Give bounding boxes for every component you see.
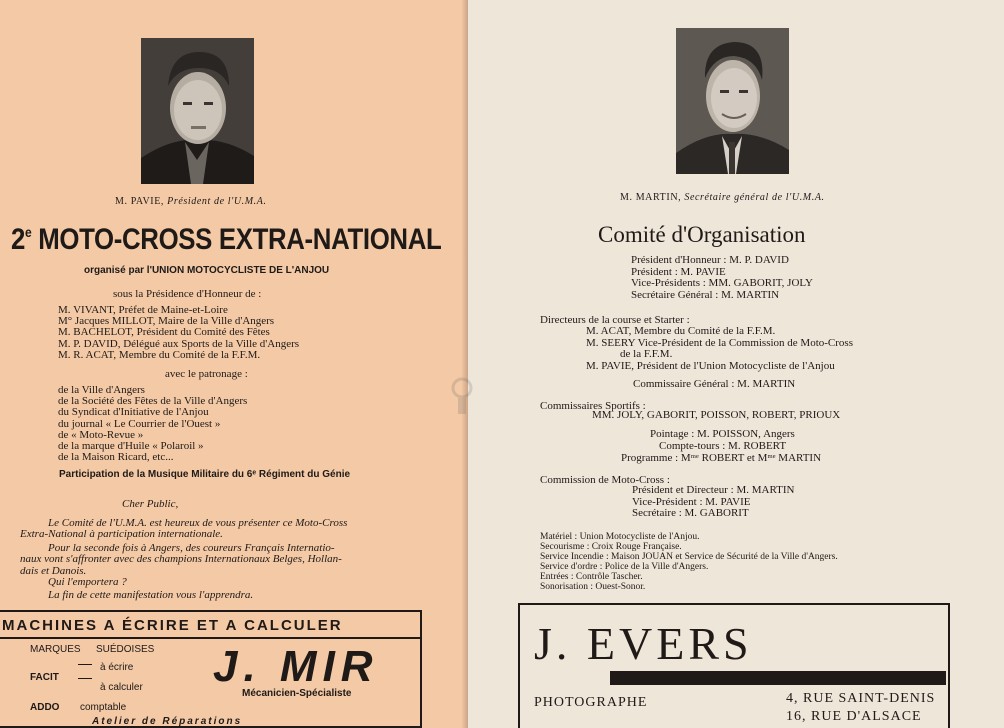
directeurs-intro: Directeurs de la course et Starter : — [540, 314, 690, 326]
portrait-pavie — [141, 38, 254, 184]
officers-list — [631, 255, 813, 301]
mir-specialty: Mécanicien-Spécialiste — [242, 688, 352, 699]
list-item: Secourisme : Croix Rouge Française. — [540, 542, 682, 552]
compte-tours-line: Compte-tours : M. ROBERT — [659, 440, 787, 452]
list-item: Sonorisation : Ouest-Sonor. — [540, 582, 646, 592]
event-organizer: organisé par l'UNION MOTOCYCLISTE DE L'ANJOU — [84, 265, 330, 276]
marques-label: MARQUES — [30, 644, 81, 655]
list-item: Secrétaire : M. GABORIT — [632, 507, 749, 520]
suedoises-label: SUÉDOISES — [96, 644, 155, 655]
list-item: Entrées : Contrôle Tascher. — [540, 572, 643, 582]
musique-line: Participation de la Musique Militaire du 6ᵉ Régiment du Génie — [59, 469, 351, 480]
comptable-label: comptable — [80, 702, 127, 713]
list-item: du journal « Le Courrier de l'Ouest » — [58, 417, 221, 430]
ad-mir — [0, 610, 422, 728]
programme-line: Programme : Mᵐᵉ ROBERT et Mᵐᵉ MARTIN — [621, 452, 822, 464]
event-title: 2e MOTO-CROSS EXTRA-NATIONAL — [11, 223, 442, 256]
list-item: M. P. DAVID, Délégué aux Sports de la Ville d'Angers — [58, 337, 300, 350]
honneur-list — [58, 305, 299, 361]
commission-intro: Commission de Moto-Cross : — [540, 474, 670, 486]
paragraph-1: Le Comité de l'U.M.A. est heureux de vous présenter ce Moto-Cross Extra-National à participation internationale. — [20, 517, 348, 541]
list-item: M. VIVANT, Préfet de Maine-et-Loire — [58, 304, 228, 316]
list-item: M. ACAT, Membre du Comité de la F.F.M. — [586, 325, 776, 337]
directeurs-list — [586, 326, 853, 372]
list-item: de la Ville d'Angers — [58, 384, 145, 396]
list-item: M. SEERY Vice-Président de la Commission de Moto-Cross — [586, 336, 853, 349]
list-item: Vice-Président : M. PAVIE — [632, 495, 751, 508]
portrait-martin — [676, 28, 789, 174]
a-calculer-label: à calculer — [100, 682, 143, 693]
evers-address-1: 4, RUE SAINT-DENIS — [786, 691, 936, 706]
patronage-intro: avec le patronage : — [165, 368, 248, 380]
patronage-list — [58, 385, 247, 463]
list-item: Service Incendie : Maison JOUAN et Service de Sécurité de la Ville d'Angers. — [540, 552, 838, 562]
mir-logo: J. MIR — [213, 642, 379, 691]
watermark-stamp — [448, 370, 500, 422]
list-item: de la F.F.M. — [620, 348, 673, 361]
commissaires-intro: Commissaires Sportifs : — [540, 400, 646, 412]
list-item: M. PAVIE, Président de l'Union Motocycliste de l'Anjou — [586, 359, 835, 372]
list-item: de la marque d'Huile « Polaroil » — [58, 440, 204, 453]
list-item: M. BACHELOT, Président du Comité des Fêtes — [58, 326, 270, 339]
list-item: Président : M. PAVIE — [631, 265, 726, 278]
services-list — [540, 532, 838, 592]
a-ecrire-label: à écrire — [100, 662, 134, 673]
list-item: Matériel : Union Motocycliste de l'Anjou. — [540, 532, 700, 542]
question-line: Qui l'emportera ? — [48, 576, 127, 588]
comite-title: Comité d'Organisation — [598, 222, 806, 247]
list-item: Secrétaire Général : M. MARTIN — [631, 288, 780, 301]
evers-profession: PHOTOGRAPHE — [534, 695, 648, 710]
list-item: Service d'ordre : Police de la Ville d'Angers. — [540, 562, 709, 572]
list-item: Président et Directeur : M. MARTIN — [632, 484, 795, 496]
martin-caption: M. MARTIN, Secrétaire général de l'U.M.A. — [620, 192, 825, 203]
evers-address-2: 16, RUE D'ALSACE — [786, 709, 922, 724]
closing-line: La fin de cette manifestation vous l'apprendra. — [48, 589, 254, 601]
ad-evers — [518, 603, 950, 728]
evers-logo: J. EVERS — [534, 618, 753, 669]
list-item: M° Jacques MILLOT, Maire de la Ville d'Angers — [58, 315, 275, 328]
list-item: de « Moto-Revue » — [58, 428, 144, 441]
commissaires-list: MM. JOLY, GABORIT, POISSON, ROBERT, PRIOUX — [592, 409, 841, 421]
list-item: Président d'Honneur : M. P. DAVID — [631, 254, 789, 266]
pavie-caption: M. PAVIE, Président de l'U.M.A. — [115, 196, 267, 207]
pointage-line: Pointage : M. POISSON, Angers — [650, 428, 795, 440]
list-item: M. R. ACAT, Membre du Comité de la F.F.M. — [58, 348, 261, 361]
commissaire-general: Commissaire Général : M. MARTIN — [633, 378, 796, 390]
list-item: du Syndicat d'Initiative de l'Anjou — [58, 406, 209, 419]
greeting: Cher Public, — [122, 498, 179, 510]
atelier-label: Atelier de Réparations — [92, 716, 243, 727]
facit-label: FACIT — [30, 672, 59, 683]
list-item: Vice-Présidents : MM. GABORIT, JOLY — [631, 277, 813, 290]
ad-mir-headline: MACHINES A ÉCRIRE ET A CALCULER — [2, 617, 343, 634]
list-item: de la Société des Fêtes de la Ville d'Angers — [58, 395, 248, 408]
commission-list — [632, 485, 794, 520]
honneur-intro: sous la Présidence d'Honneur de : — [113, 288, 262, 300]
left-page — [0, 0, 468, 728]
paragraph-2: Pour la seconde fois à Angers, des coureurs Français Internatio- naux vont s'affronter avec des champions Internationaux Belges, Hollan- dais et Danois. — [20, 542, 342, 577]
list-item: de la Maison Ricard, etc... — [58, 451, 174, 464]
evers-bar — [610, 671, 946, 685]
addo-label: ADDO — [30, 702, 60, 713]
